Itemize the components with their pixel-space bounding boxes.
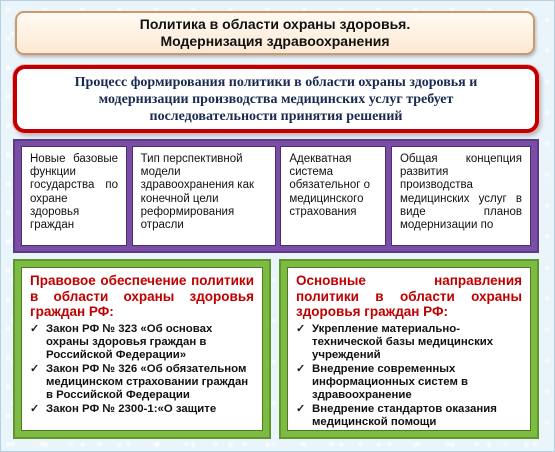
checkmark-icon: ✓ [30,322,40,335]
step-card-text: Общая концепция развития производства медицинских услуг в виде планов модернизации по [399,153,522,232]
list-item [30,363,254,402]
list-item-text: Внедрение современных информационных систем в здравоохранение [312,362,469,401]
main-directions-list [296,323,522,429]
list-item-text: Закон РФ № 323 «Об основах охраны здоровья граждан в Российской Федерации» [46,322,213,361]
process-line-3: последовательности принятия решений [149,108,403,124]
step-card-basic-functions [21,146,127,246]
step-card-text: Адекватная система обязательног о медицинского страхования [289,153,371,218]
step-card-model-type [132,146,276,246]
list-item-text: Укрепление материально-технической базы медицинских учреждений [312,322,494,361]
checkmark-icon: ✓ [296,362,306,375]
title-line-1: Политика в области охраны здоровья. [139,16,411,32]
list-item-text: Внедрение стандартов оказания медицинской помощи [312,402,497,428]
process-box [13,65,539,133]
step-card-insurance-system [280,146,386,246]
list-item [296,323,522,362]
legal-support-panel-inner [21,267,263,431]
main-directions-heading: Основные направления политики в области охраны здоровья граждан РФ: [296,273,522,319]
legal-support-panel [13,259,271,439]
list-item [30,403,254,416]
main-directions-panel-inner [287,267,531,431]
list-item [30,323,254,362]
checkmark-icon: ✓ [296,402,306,415]
checkmark-icon: ✓ [30,402,40,415]
list-item [296,363,522,402]
checkmark-icon: ✓ [30,362,40,375]
list-item [296,403,522,429]
step-card-general-concept [391,146,531,246]
step-card-text: Тип перспективной модели здравоохранения как конечной цели реформирования отрасли [140,153,255,232]
legal-support-heading: Правовое обеспечение политики в области охраны здоровья граждан РФ: [30,273,254,319]
title-line-2: Модернизация здравоохранения [160,33,390,49]
main-directions-panel [279,259,539,439]
list-item-text: Закон РФ № 2300-1:«О защите [46,402,217,415]
step-card-text: Новые базовые функции государства по охране здоровья граждан [30,153,118,232]
checkmark-icon: ✓ [296,322,306,335]
decision-steps-row [13,139,539,253]
legal-support-list [30,323,254,416]
process-line-1: Процесс формирования политики в области охраны здоровья и [74,74,478,90]
title-box [15,11,535,55]
list-item-text: Закон РФ № 326 «Об обязательном медицинском страховании граждан в Российской Федерации [46,362,249,401]
process-line-2: модернизации производства медицинских услуг требует [98,91,454,107]
